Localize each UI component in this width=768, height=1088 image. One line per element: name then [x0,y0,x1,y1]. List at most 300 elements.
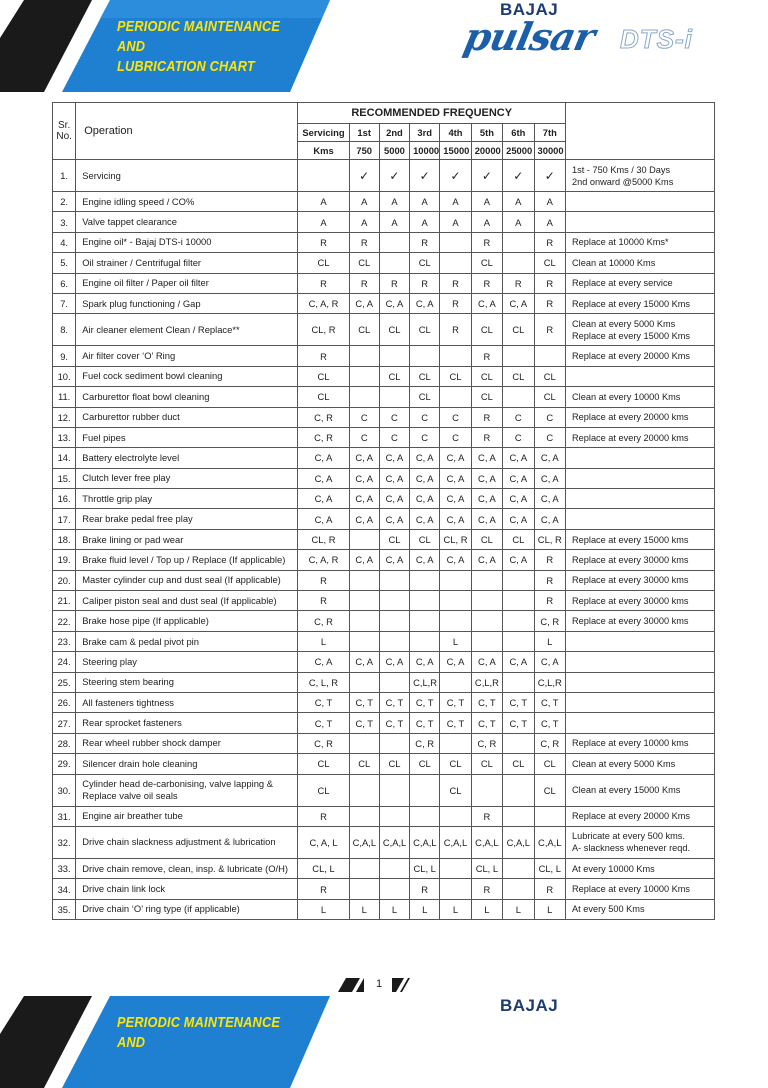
chart-title-line2: LUBRICATION CHART [117,59,255,75]
row-service-3-cell: CL [410,387,440,407]
row-service-6-cell: A [503,192,534,212]
row-service-3-cell: C,A,L [410,826,440,858]
row-operation: Brake lining or pad wear [76,529,298,549]
row-service-5-cell: ✓ [471,160,502,192]
row-remarks: Replace at every 15000 Kms [566,293,715,313]
row-servicing-cell: CL [298,387,349,407]
table-row [53,611,715,631]
row-operation: Brake cam & pedal pivot pin [76,631,298,651]
row-remarks [566,713,715,733]
row-service-3-cell [410,631,440,651]
col-header-frequency: RECOMMENDED FREQUENCY [298,103,566,124]
row-service-4-cell [440,733,471,753]
row-sr-number: 3. [53,212,76,232]
row-service-7-cell: L [534,899,566,919]
brand-variant: DTS-i [620,24,693,54]
row-service-1-cell: R [349,273,379,293]
row-service-6-cell [503,253,534,273]
row-service-3-cell: R [410,273,440,293]
row-service-6-cell: C [503,407,534,427]
row-service-4-cell: C, A [440,652,471,672]
row-service-5-cell: A [471,212,502,232]
col-header-kms-2: 5000 [379,142,409,160]
row-service-6-cell [503,806,534,826]
row-service-1-cell: C, A [349,448,379,468]
row-sr-number: 18. [53,529,76,549]
row-remarks: Replace at every 20000 kms [566,407,715,427]
row-sr-number: 11. [53,387,76,407]
page-number-bar [0,975,768,997]
row-service-1-cell: ✓ [349,160,379,192]
row-service-5-cell: R [471,232,502,252]
row-service-5-cell: R [471,806,502,826]
row-service-7-cell: CL, L [534,858,566,878]
row-service-5-cell [471,591,502,611]
row-service-4-cell: C,A,L [440,826,471,858]
row-service-5-cell: C, A [471,550,502,570]
row-service-7-cell: C, A [534,448,566,468]
row-operation: Engine oil* - Bajaj DTS-i 10000 [76,232,298,252]
row-service-2-cell [379,346,409,366]
row-operation: Steering stem bearing [76,672,298,692]
row-service-5-cell [471,570,502,590]
page-mark-left-icon [338,978,364,992]
table-row [53,192,715,212]
row-operation: Throttle grip play [76,489,298,509]
row-sr-number: 21. [53,591,76,611]
row-operation: Drive chain slackness adjustment & lubrication [76,826,298,858]
row-operation: Oil strainer / Centrifugal filter [76,253,298,273]
row-remarks: 1st - 750 Kms / 30 Days 2nd onward @5000 Kms [566,160,715,192]
table-row [53,631,715,651]
row-service-6-cell [503,611,534,631]
row-service-2-cell: A [379,192,409,212]
table-row [53,713,715,733]
row-operation: Clutch lever free play [76,468,298,488]
row-servicing-cell: C, T [298,713,349,733]
table-row [53,858,715,878]
col-header-kms: Kms [298,142,349,160]
row-service-6-cell [503,631,534,651]
maintenance-table-wrap [52,102,715,920]
row-service-6-cell [503,591,534,611]
row-service-2-cell [379,631,409,651]
row-service-6-cell [503,858,534,878]
row-service-2-cell: C,A,L [379,826,409,858]
header-banner [0,0,340,92]
row-service-1-cell [349,387,379,407]
row-operation: Master cylinder cup and dust seal (If applicable) [76,570,298,590]
row-servicing-cell: CL, R [298,529,349,549]
row-sr-number: 28. [53,733,76,753]
row-service-3-cell: L [410,899,440,919]
row-service-3-cell: CL [410,754,440,774]
row-service-5-cell: CL [471,387,502,407]
row-service-3-cell: R [410,879,440,899]
row-operation: Servicing [76,160,298,192]
row-service-3-cell: C, A [410,652,440,672]
row-sr-number: 22. [53,611,76,631]
page-number: 1 [376,978,383,990]
row-service-1-cell [349,879,379,899]
row-service-3-cell: CL [410,366,440,386]
col-header-remarks [566,103,715,160]
row-service-7-cell: CL [534,774,566,806]
row-service-3-cell: C, A [410,468,440,488]
row-service-4-cell: R [440,293,471,313]
row-service-6-cell: C, T [503,713,534,733]
table-row [53,733,715,753]
row-service-7-cell: C, T [534,713,566,733]
row-service-5-cell: C, A [471,489,502,509]
row-service-4-cell [440,591,471,611]
table-row [53,774,715,806]
row-service-7-cell: A [534,192,566,212]
row-service-1-cell: CL [349,314,379,346]
row-operation: Fuel cock sediment bowl cleaning [76,366,298,386]
row-service-7-cell: C, A [534,509,566,529]
row-remarks [566,509,715,529]
row-sr-number: 5. [53,253,76,273]
table-row [53,879,715,899]
row-servicing-cell: CL [298,774,349,806]
col-header-sr: Sr. No. [53,103,76,160]
row-service-2-cell: CL [379,314,409,346]
brand-maker: BAJAJ [500,0,559,19]
row-operation: Engine idling speed / CO% [76,192,298,212]
row-service-3-cell: C, R [410,733,440,753]
row-operation: Brake fluid level / Top up / Replace (If applicable) [76,550,298,570]
table-row [53,212,715,232]
row-service-4-cell [440,879,471,899]
row-remarks [566,448,715,468]
row-operation: Valve tappet clearance [76,212,298,232]
row-service-7-cell: C [534,407,566,427]
col-header-kms-7: 30000 [534,142,566,160]
row-service-7-cell: L [534,631,566,651]
row-operation: Cylinder head de-carbonising, valve lapping & Replace valve oil seals [76,774,298,806]
row-sr-number: 2. [53,192,76,212]
row-remarks [566,489,715,509]
row-sr-number: 9. [53,346,76,366]
row-remarks: Replace at every 30000 kms [566,550,715,570]
col-header-service-1: 1st [349,124,379,142]
row-operation: Air filter cover ‘O’ Ring [76,346,298,366]
row-sr-number: 4. [53,232,76,252]
row-sr-number: 7. [53,293,76,313]
col-header-service-7: 7th [534,124,566,142]
row-service-5-cell: A [471,192,502,212]
row-service-7-cell: CL, R [534,529,566,549]
row-remarks [566,672,715,692]
table-row [53,232,715,252]
row-service-5-cell: C, A [471,448,502,468]
row-service-7-cell: CL [534,387,566,407]
row-service-3-cell: R [410,232,440,252]
row-service-5-cell: CL [471,253,502,273]
row-service-1-cell [349,774,379,806]
next-chart-title-line1: PERIODIC MAINTENANCE AND [117,1015,281,1051]
row-remarks: Clean at every 5000 Kms [566,754,715,774]
row-service-2-cell: C [379,427,409,447]
row-service-1-cell [349,611,379,631]
row-service-1-cell: C, A [349,652,379,672]
row-sr-number: 6. [53,273,76,293]
row-remarks: Replace at every 30000 kms [566,570,715,590]
maintenance-table [52,102,715,920]
row-service-6-cell: C, A [503,509,534,529]
col-header-kms-4: 15000 [440,142,471,160]
row-servicing-cell: C, R [298,611,349,631]
row-service-3-cell [410,774,440,806]
row-service-7-cell: CL [534,754,566,774]
table-row [53,509,715,529]
table-row [53,160,715,192]
row-service-7-cell: C, R [534,611,566,631]
row-service-4-cell [440,387,471,407]
row-remarks [566,468,715,488]
row-service-7-cell [534,806,566,826]
row-service-3-cell [410,346,440,366]
row-service-2-cell [379,570,409,590]
row-servicing-cell: R [298,879,349,899]
row-service-6-cell: C, A [503,550,534,570]
row-sr-number: 31. [53,806,76,826]
row-remarks: Replace at every 10000 kms [566,733,715,753]
row-service-5-cell [471,631,502,651]
table-row [53,448,715,468]
row-service-1-cell: C, A [349,468,379,488]
row-service-5-cell: C, A [471,509,502,529]
next-brand-maker: BAJAJ [500,996,559,1015]
row-service-1-cell [349,366,379,386]
row-remarks: Replace at every 30000 kms [566,591,715,611]
row-service-7-cell: R [534,232,566,252]
row-operation: Spark plug functioning / Gap [76,293,298,313]
row-remarks: Replace at every 20000 Kms [566,806,715,826]
row-operation: Rear brake pedal free play [76,509,298,529]
table-row [53,253,715,273]
row-remarks: Clean at every 15000 Kms [566,774,715,806]
row-service-4-cell: CL [440,754,471,774]
row-service-5-cell: R [471,407,502,427]
row-service-3-cell: CL [410,253,440,273]
row-operation: Battery electrolyte level [76,448,298,468]
row-service-7-cell: C, A [534,652,566,672]
row-service-5-cell: C, A [471,652,502,672]
row-operation: Rear sprocket fasteners [76,713,298,733]
row-servicing-cell: CL, R [298,314,349,346]
row-sr-number: 17. [53,509,76,529]
row-operation: Air cleaner element Clean / Replace** [76,314,298,346]
row-service-5-cell: R [471,346,502,366]
row-service-4-cell: C, T [440,692,471,712]
row-sr-number: 13. [53,427,76,447]
row-remarks: At every 10000 Kms [566,858,715,878]
row-servicing-cell: L [298,899,349,919]
row-service-7-cell: CL [534,366,566,386]
row-service-5-cell: C, A [471,293,502,313]
chart-title-line1: PERIODIC MAINTENANCE AND [117,19,281,55]
row-service-3-cell: A [410,212,440,232]
table-row [53,806,715,826]
row-service-1-cell [349,733,379,753]
row-servicing-cell: R [298,346,349,366]
row-servicing-cell: C, R [298,407,349,427]
row-service-7-cell: C,L,R [534,672,566,692]
table-row [53,899,715,919]
row-service-2-cell: C, T [379,713,409,733]
row-service-1-cell: C,A,L [349,826,379,858]
row-service-7-cell: C,A,L [534,826,566,858]
table-row [53,387,715,407]
row-servicing-cell: R [298,806,349,826]
row-service-1-cell: C, A [349,550,379,570]
row-service-7-cell: CL [534,253,566,273]
row-service-7-cell: C [534,427,566,447]
row-service-2-cell: R [379,273,409,293]
row-sr-number: 23. [53,631,76,651]
row-service-5-cell: C, T [471,713,502,733]
row-service-1-cell: C, T [349,692,379,712]
row-service-1-cell: C, A [349,509,379,529]
row-service-6-cell: L [503,899,534,919]
row-servicing-cell: C, L, R [298,672,349,692]
col-header-kms-6: 25000 [503,142,534,160]
row-operation: Caliper piston seal and dust seal (If applicable) [76,591,298,611]
row-service-2-cell [379,879,409,899]
row-service-6-cell: CL [503,754,534,774]
row-service-1-cell [349,858,379,878]
next-chart-title [117,1013,311,1053]
row-service-4-cell [440,806,471,826]
row-service-3-cell: CL [410,529,440,549]
row-operation: Steering play [76,652,298,672]
row-servicing-cell: CL [298,754,349,774]
row-service-6-cell: R [503,273,534,293]
row-service-5-cell: C,L,R [471,672,502,692]
row-service-1-cell [349,631,379,651]
row-service-7-cell: R [534,591,566,611]
row-service-3-cell: CL [410,314,440,346]
row-service-2-cell: CL [379,754,409,774]
row-remarks: Clean at every 5000 Kms Replace at every 15000 Kms [566,314,715,346]
row-service-7-cell: R [534,314,566,346]
row-service-5-cell: C,A,L [471,826,502,858]
row-service-5-cell: CL [471,754,502,774]
row-service-4-cell: C, T [440,713,471,733]
row-service-4-cell: CL [440,366,471,386]
row-service-7-cell: R [534,879,566,899]
row-service-3-cell [410,591,440,611]
row-servicing-cell: R [298,591,349,611]
row-servicing-cell: C, A, R [298,293,349,313]
row-servicing-cell: A [298,212,349,232]
row-sr-number: 15. [53,468,76,488]
row-service-6-cell: C, A [503,468,534,488]
row-service-6-cell: A [503,212,534,232]
row-servicing-cell: C, A [298,448,349,468]
table-row [53,468,715,488]
row-sr-number: 25. [53,672,76,692]
row-service-7-cell [534,346,566,366]
row-service-7-cell: R [534,570,566,590]
row-service-3-cell: ✓ [410,160,440,192]
row-operation: Carburettor float bowl cleaning [76,387,298,407]
row-service-5-cell: CL [471,314,502,346]
row-operation: Brake hose pipe (If applicable) [76,611,298,631]
col-header-service-4: 4th [440,124,471,142]
row-service-5-cell: R [471,273,502,293]
row-remarks [566,212,715,232]
row-service-6-cell: C, A [503,489,534,509]
row-sr-number: 33. [53,858,76,878]
table-row [53,754,715,774]
row-remarks: Replace at every 10000 Kms [566,879,715,899]
row-sr-number: 34. [53,879,76,899]
row-service-6-cell [503,774,534,806]
row-service-4-cell: R [440,273,471,293]
page-header [0,0,768,92]
row-sr-number: 12. [53,407,76,427]
row-service-6-cell: C, A [503,652,534,672]
col-header-service-5: 5th [471,124,502,142]
row-servicing-cell: C, A, L [298,826,349,858]
next-brand-logo [455,996,745,1056]
row-servicing-cell: R [298,232,349,252]
row-operation: Drive chain ‘O’ ring type (if applicable) [76,899,298,919]
row-service-7-cell: A [534,212,566,232]
row-remarks: Clean at every 10000 Kms [566,387,715,407]
row-service-4-cell: C, A [440,468,471,488]
row-service-5-cell [471,774,502,806]
col-header-service-2: 2nd [379,124,409,142]
row-service-2-cell: L [379,899,409,919]
row-service-3-cell: C, T [410,713,440,733]
row-sr-number: 1. [53,160,76,192]
row-service-3-cell: C, A [410,550,440,570]
row-servicing-cell: C, A, R [298,550,349,570]
row-service-6-cell: C, A [503,448,534,468]
table-row [53,591,715,611]
row-sr-number: 20. [53,570,76,590]
row-service-4-cell: C, A [440,448,471,468]
brand-model: pulsar [460,14,599,59]
row-remarks: Replace at every 30000 kms [566,611,715,631]
row-operation: Carburettor rubber duct [76,407,298,427]
row-service-4-cell: L [440,899,471,919]
row-service-1-cell: A [349,192,379,212]
row-service-7-cell: ✓ [534,160,566,192]
row-remarks [566,652,715,672]
row-service-2-cell: C, A [379,489,409,509]
row-servicing-cell [298,160,349,192]
row-service-2-cell [379,591,409,611]
row-service-4-cell: ✓ [440,160,471,192]
row-service-3-cell [410,570,440,590]
row-service-1-cell: C, A [349,489,379,509]
row-servicing-cell: C, R [298,733,349,753]
row-service-3-cell: C, A [410,293,440,313]
row-service-3-cell: CL, L [410,858,440,878]
row-service-5-cell: CL, L [471,858,502,878]
row-service-1-cell [349,529,379,549]
row-operation: Engine air breather tube [76,806,298,826]
row-sr-number: 10. [53,366,76,386]
row-service-6-cell [503,232,534,252]
table-row [53,314,715,346]
row-service-5-cell: R [471,427,502,447]
